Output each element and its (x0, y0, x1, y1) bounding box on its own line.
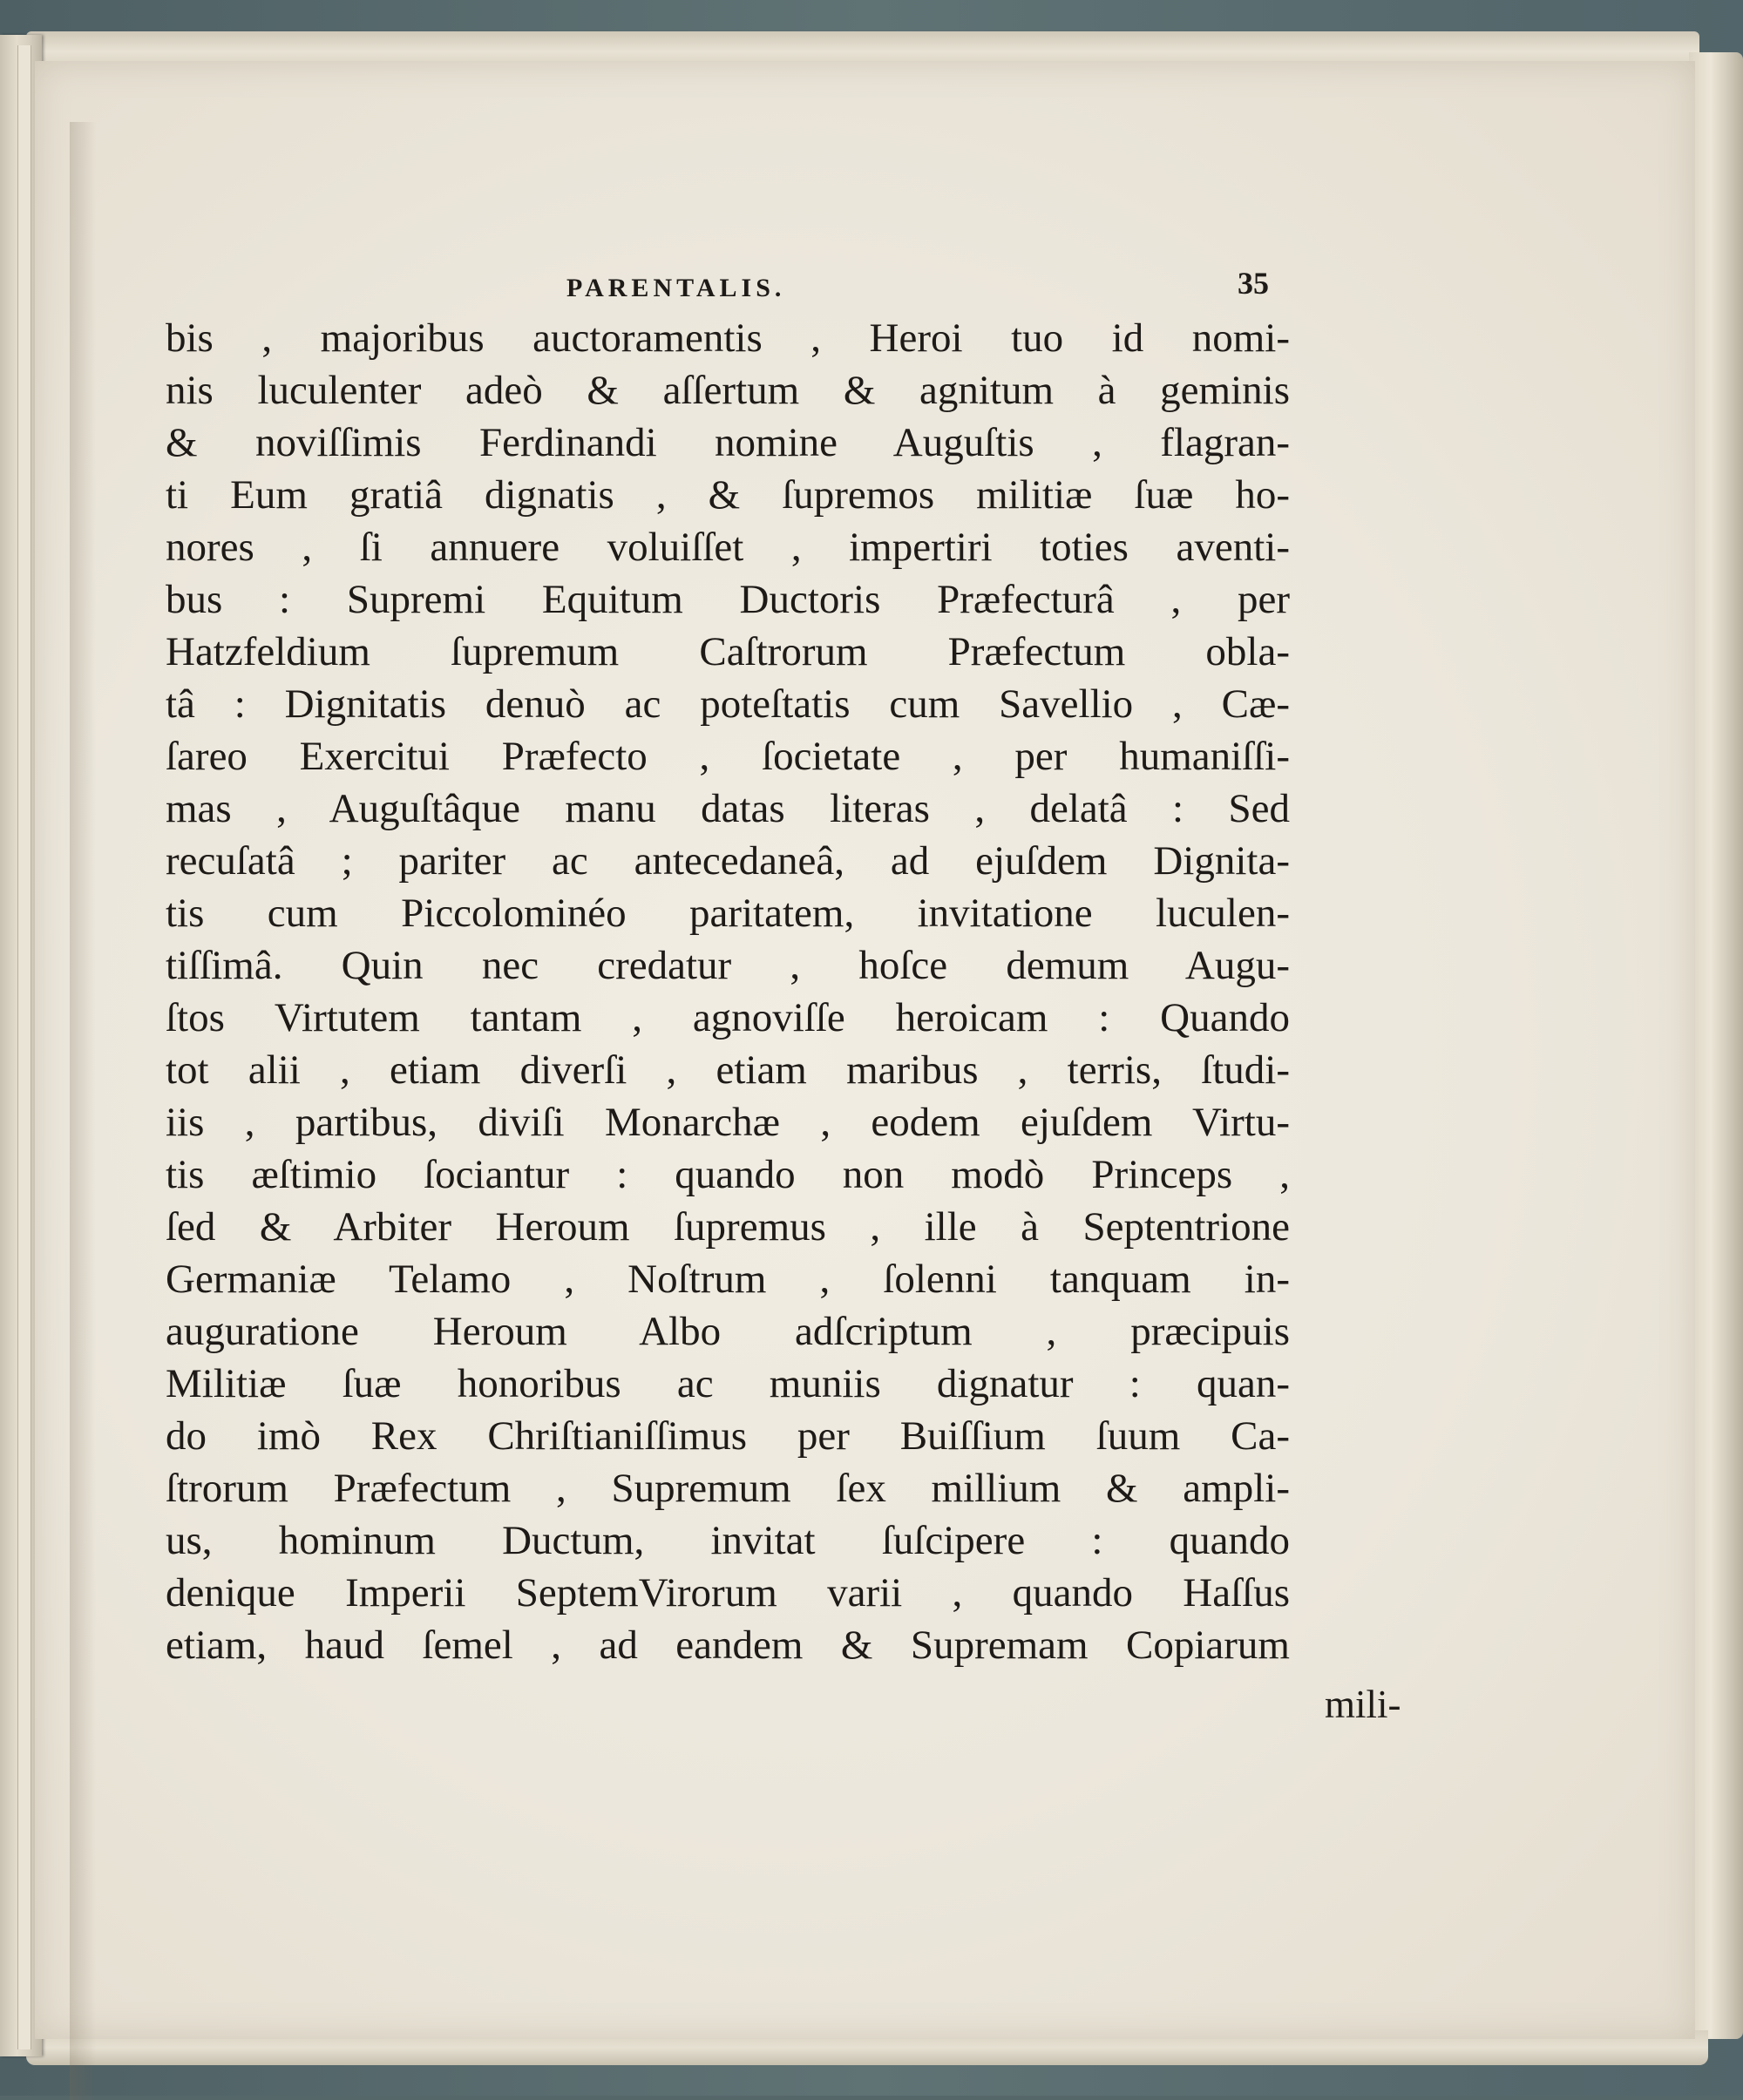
text-line: us, hominum Ductum, invitat ſuſcipere : quando (166, 1518, 1290, 1563)
text-line: Germaniæ Telamo , Noſtrum , ſolenni tanquam in- (166, 1257, 1290, 1302)
text-line: etiam, haud ſemel , ad eandem & Supremam Copiarum (166, 1622, 1290, 1668)
text-line: recuſatâ ; pariter ac antecedaneâ, ad ejuſdem Dignita- (166, 838, 1290, 884)
text-line: ſareo Exercitui Præfecto , ſocietate , per humaniſſi- (166, 734, 1290, 779)
text-line: auguratione Heroum Albo adſcriptum , præcipuis (166, 1309, 1290, 1354)
text-line: denique Imperii SeptemVirorum varii , quando Haſſus (166, 1570, 1290, 1616)
text-line: bis , majoribus auctoramentis , Heroi tuo id nomi- (166, 315, 1290, 361)
right-page-edges (1689, 52, 1743, 2039)
text-line: tis cum Piccolominéo paritatem, invitatione luculen- (166, 891, 1290, 936)
text-line: tiſſimâ. Quin nec credatur , hoſce demum Augu- (166, 943, 1290, 988)
text-line: bus : Supremi Equitum Ductoris Præfecturâ , per (166, 577, 1290, 622)
text-line: iis , partibus, diviſi Monarchæ , eodem ejuſdem Virtu- (166, 1100, 1290, 1145)
text-line: tâ : Dignitatis denuò ac poteſtatis cum Savellio , Cæ- (166, 681, 1290, 727)
text-line: ſtos Virtutem tantam , agnoviſſe heroicam : Quando (166, 995, 1290, 1040)
text-line: ti Eum gratiâ dignatis , & ſupremos militiæ ſuæ ho- (166, 472, 1290, 518)
text-line: Militiæ ſuæ honoribus ac muniis dignatur : quan- (166, 1361, 1290, 1406)
text-line: nores , ſi annuere voluiſſet , impertiri toties aventi- (166, 525, 1290, 570)
page-number: 35 (1238, 266, 1269, 301)
text-line: ſtrorum Præfectum , Supremum ſex millium & ampli- (166, 1466, 1290, 1511)
text-line: tis æſtimio ſociantur : quando non modò Princeps , (166, 1152, 1290, 1197)
text-line: nis luculenter adeò & aſſertum & agnitum à geminis (166, 368, 1290, 413)
book-page (35, 61, 1695, 2039)
gutter-shadow (70, 122, 96, 2100)
catchword: mili- (1325, 1683, 1401, 1726)
text-line: ſed & Arbiter Heroum ſupremus , ille à Septentrione (166, 1204, 1290, 1250)
text-line: & noviſſimis Ferdinandi nomine Auguſtis , flagran- (166, 420, 1290, 465)
facing-page-sliver (17, 45, 31, 2049)
text-line: tot alii , etiam diverſi , etiam maribus , terris, ſtudi- (166, 1047, 1290, 1093)
running-head: PARENTALIS. (566, 274, 786, 302)
text-line: Hatzfeldium ſupremum Caſtrorum Præfectum obla- (166, 629, 1290, 674)
text-line: mas , Auguſtâque manu datas literas , delatâ : Sed (166, 786, 1290, 831)
text-line: do imò Rex Chriſtianiſſimus per Buiſſium ſuum Ca- (166, 1413, 1290, 1459)
